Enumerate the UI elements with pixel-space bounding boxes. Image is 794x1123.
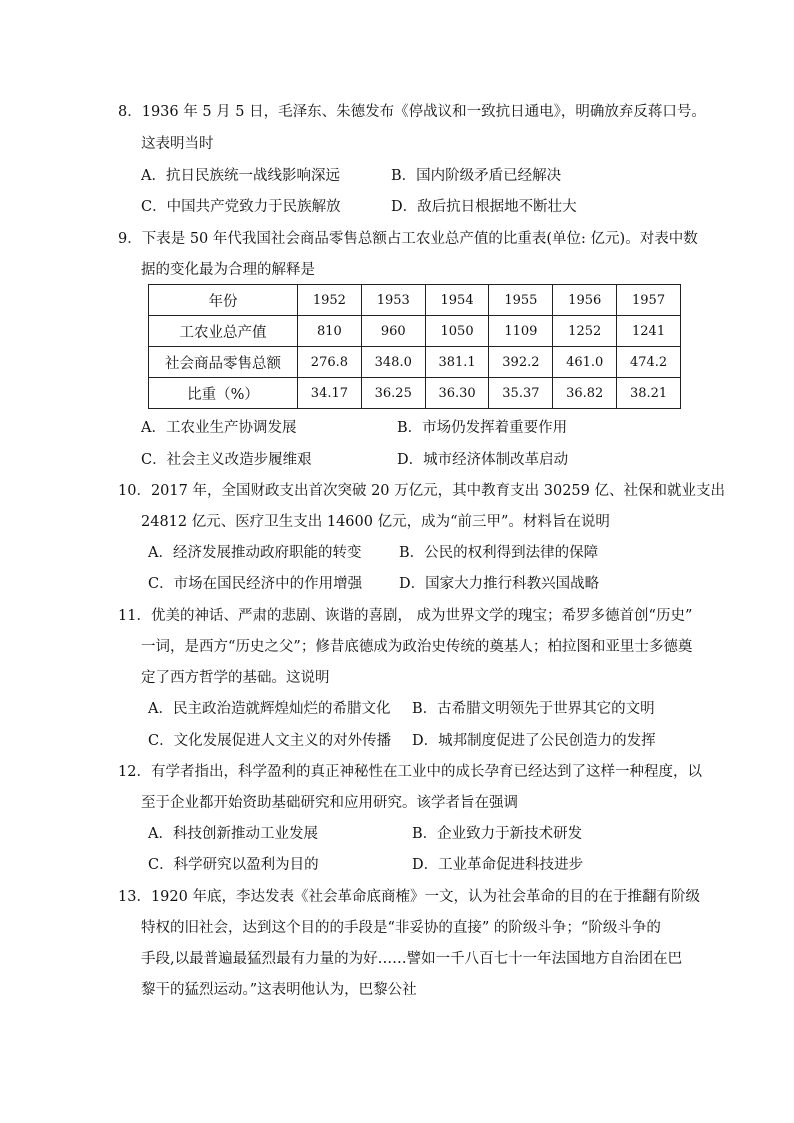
table-cell: 1241 xyxy=(617,316,681,347)
table-row xyxy=(149,347,681,378)
question-13-line-3: 手段,以最普遍最猛烈最有力量的为好……譬如一千八百七十一年法国地方自治团在巴 xyxy=(141,951,683,967)
question-11-line-2: 一词，是西方“历史之父”；修昔底德成为政治史传统的奠基人；柏拉图和亚里士多德奠 xyxy=(141,639,693,655)
table-year: 1953 xyxy=(361,285,425,316)
question-11-option-c: C．文化发展促进人文主义的对外传播 xyxy=(148,733,392,749)
table-header-row xyxy=(149,285,681,316)
question-9-option-c: C．社会主义改造步履维艰 xyxy=(141,452,312,468)
table-year: 1955 xyxy=(489,285,553,316)
question-12-option-b: B．企业致力于新技术研发 xyxy=(412,826,583,842)
question-8-option-c: C．中国共产党致力于民族解放 xyxy=(141,199,341,215)
question-12-option-c: C．科学研究以盈利为目的 xyxy=(148,857,319,873)
question-9-line-2: 据的变化最为合理的解释是 xyxy=(141,262,315,278)
question-8-option-b: B．国内阶级矛盾已经解决 xyxy=(391,168,562,184)
question-12-line-1: 12．有学者指出，科学盈利的真正神秘性在工业中的成长孕育已经达到了这样一种程度，以 xyxy=(118,764,702,780)
table-cell: 1252 xyxy=(553,316,617,347)
table-header-label: 年份 xyxy=(149,285,298,316)
question-8-option-d: D．敌后抗日根据地不断壮大 xyxy=(391,199,577,215)
question-8-line-2: 这表明当时 xyxy=(141,136,214,152)
table-cell: 461.0 xyxy=(553,347,617,378)
table-year: 1956 xyxy=(553,285,617,316)
question-8-line-1: 8．1936 年 5 月 5 日，毛泽东、朱德发布《停战议和一致抗日通电》，明确放弃反蒋口号。 xyxy=(118,104,706,120)
table-row-label: 比重（%） xyxy=(149,378,298,409)
table-row xyxy=(149,378,681,409)
question-11-option-b: B．古希腊文明领先于世界其它的文明 xyxy=(412,701,655,717)
question-13-line-4: 黎干的猛烈运动。”这表明他认为，巴黎公社 xyxy=(141,982,417,998)
table-cell: 36.25 xyxy=(361,378,425,409)
table-cell: 36.30 xyxy=(425,378,489,409)
question-12-option-d: D．工业革命促进科技进步 xyxy=(412,857,584,873)
table-cell: 474.2 xyxy=(617,347,681,378)
table-cell: 35.37 xyxy=(489,378,553,409)
question-10-option-b: B．公民的权利得到法律的保障 xyxy=(399,545,599,561)
question-13-line-2: 特权的旧社会，达到这个目的的手段是“非妥协的直接” 的阶级斗争；“阶级斗争的 xyxy=(141,920,661,936)
table-cell: 392.2 xyxy=(489,347,553,378)
question-8-option-a: A．抗日民族统一战线影响深远 xyxy=(141,168,340,184)
question-10-option-c: C．市场在国民经济中的作用增强 xyxy=(148,576,363,592)
table-cell: 810 xyxy=(298,316,362,347)
question-9-option-d: D．城市经济体制改革启动 xyxy=(397,452,569,468)
table-cell: 1109 xyxy=(489,316,553,347)
question-11-line-1: 11．优美的神话、严肃的悲剧、诙谐的喜剧， 成为世界文学的瑰宝；希罗多德首创“历史” xyxy=(118,608,693,624)
question-11-option-d: D．城邦制度促进了公民创造力的发挥 xyxy=(412,733,656,749)
table-year: 1957 xyxy=(617,285,681,316)
table-cell: 36.82 xyxy=(553,378,617,409)
table-year: 1952 xyxy=(298,285,362,316)
table-cell: 381.1 xyxy=(425,347,489,378)
table-cell: 276.8 xyxy=(298,347,362,378)
question-13-line-1: 13．1920 年底，李达发表《社会革命底商榷》一文，认为社会革命的目的在于推翻有阶级 xyxy=(118,889,700,905)
question-10-option-d: D．国家大力推行科教兴国战略 xyxy=(399,576,600,592)
table-row-label: 工农业总产值 xyxy=(149,316,298,347)
table-cell: 348.0 xyxy=(361,347,425,378)
question-9-line-1: 9．下表是 50 年代我国社会商品零售总额占工农业总产值的比重表(单位: 亿元)。对表中数 xyxy=(118,231,698,247)
question-11-line-3: 定了西方哲学的基础。这说明 xyxy=(141,670,330,686)
question-12-option-a: A．科技创新推动工业发展 xyxy=(148,826,318,842)
table-row xyxy=(149,316,681,347)
table-row-label: 社会商品零售总额 xyxy=(149,347,298,378)
table-cell: 1050 xyxy=(425,316,489,347)
table-cell: 38.21 xyxy=(617,378,681,409)
table-cell: 960 xyxy=(361,316,425,347)
table-year: 1954 xyxy=(425,285,489,316)
question-12-line-2: 至于企业都开始资助基础研究和应用研究。该学者旨在强调 xyxy=(141,795,518,811)
table-cell: 34.17 xyxy=(298,378,362,409)
question-10-line-2: 24812 亿元、医疗卫生支出 14600 亿元，成为“前三甲”。材料旨在说明 xyxy=(141,514,610,530)
data-table xyxy=(148,284,681,409)
question-9-option-a: A．工农业生产协调发展 xyxy=(141,420,297,436)
question-10-option-a: A．经济发展推动政府职能的转变 xyxy=(148,545,362,561)
question-9-option-b: B．市场仍发挥着重要作用 xyxy=(397,420,568,436)
question-10-line-1: 10．2017 年，全国财政支出首次突破 20 万亿元，其中教育支出 30259 亿、社保和就业支出 xyxy=(118,483,725,499)
question-11-option-a: A．民主政治造就辉煌灿烂的希腊文化 xyxy=(148,701,391,717)
